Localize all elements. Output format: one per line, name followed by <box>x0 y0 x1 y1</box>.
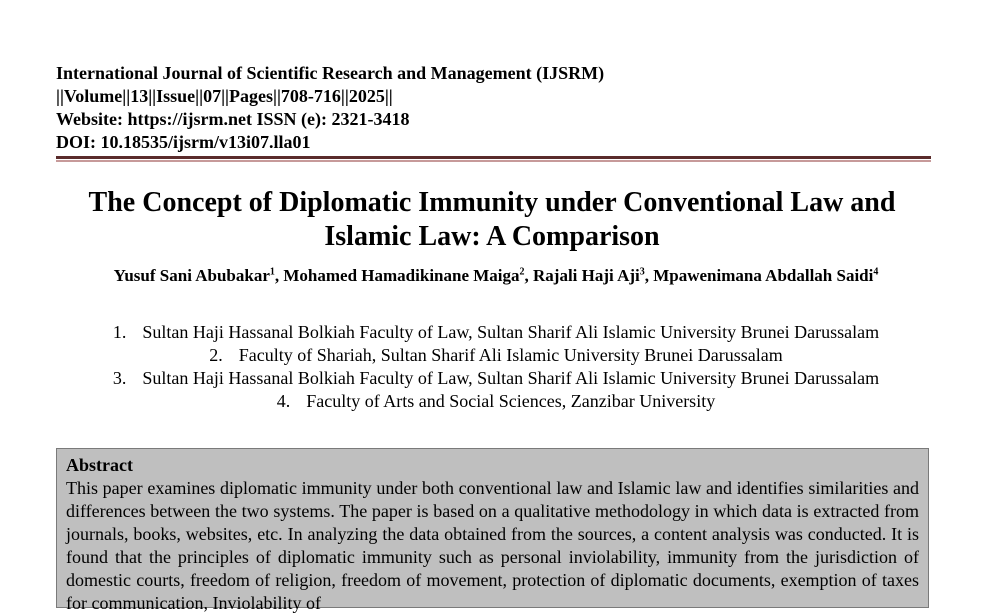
journal-name: International Journal of Scientific Research and Management (IJSRM) <box>56 63 605 83</box>
author-name: Mohamed Hamadikinane Maiga <box>283 266 520 285</box>
journal-header <box>56 62 936 154</box>
affiliation-item <box>56 344 936 367</box>
paper-title <box>40 186 944 254</box>
affiliation-list <box>56 321 936 413</box>
author-name: Rajali Haji Aji <box>533 266 640 285</box>
affiliation-item <box>56 367 936 390</box>
volume-issue-pages: ||Volume||13||Issue||07||Pages||708-716||2025|| <box>56 86 393 106</box>
header-rule-light <box>56 160 931 162</box>
affiliation-number: 4. <box>276 391 291 411</box>
author-list <box>56 264 936 287</box>
affiliation-text: Sultan Haji Hassanal Bolkiah Faculty of Law, Sultan Sharif Ali Islamic University Brunei Darussalam <box>142 368 880 388</box>
affiliation-number: 2. <box>209 345 223 365</box>
affiliation-text: Sultan Haji Hassanal Bolkiah Faculty of Law, Sultan Sharif Ali Islamic University Brunei Darussalam <box>142 322 880 342</box>
author-separator: , <box>644 266 654 285</box>
affiliation-number: 3. <box>112 368 127 388</box>
abstract-heading: Abstract <box>66 455 133 475</box>
author-affiliation-mark: 1 <box>269 266 275 278</box>
website-issn: Website: https://ijsrm.net ISSN (e): 2321-3418 <box>56 109 410 129</box>
author-affiliation-mark: 4 <box>873 266 879 278</box>
author-name: Yusuf Sani Abubakar <box>113 266 270 285</box>
affiliation-text: Faculty of Arts and Social Sciences, Zanzibar University <box>306 391 716 411</box>
author-name: Mpawenimana Abdallah Saidi <box>653 266 874 285</box>
paper-title-line-2: Islamic Law: A Comparison <box>324 221 660 252</box>
paper-title-line-1: The Concept of Diplomatic Immunity under Conventional Law and <box>88 187 896 218</box>
header-rule-dark <box>56 156 931 159</box>
affiliation-number: 1. <box>112 322 127 342</box>
author-separator: , <box>524 266 534 285</box>
abstract-box <box>56 448 929 613</box>
affiliation-item <box>56 321 936 344</box>
abstract-text: This paper examines diplomatic immunity under both conventional law and Islamic law and identifies similarities and differences between the two systems. The paper is based on a qualitative methodology in which data is extracted from journals, books, websites, etc. In analyzing the data obtained from the sources, a content analysis was conducted. It is found that the principles of diplomatic immunity such as personal inviolability, immunity from the jurisdiction of domestic courts, freedom of religion, freedom of movement, protection of diplomatic documents, exemption of taxes for communication, Inviolability of <box>66 478 919 613</box>
author-separator: , <box>274 266 284 285</box>
author-affiliation-mark: 2 <box>519 266 525 278</box>
author-affiliation-mark: 3 <box>639 266 645 278</box>
affiliation-item <box>56 390 936 413</box>
affiliation-text: Faculty of Shariah, Sultan Sharif Ali Islamic University Brunei Darussalam <box>238 345 783 365</box>
doi: DOI: 10.18535/ijsrm/v13i07.lla01 <box>56 132 311 152</box>
